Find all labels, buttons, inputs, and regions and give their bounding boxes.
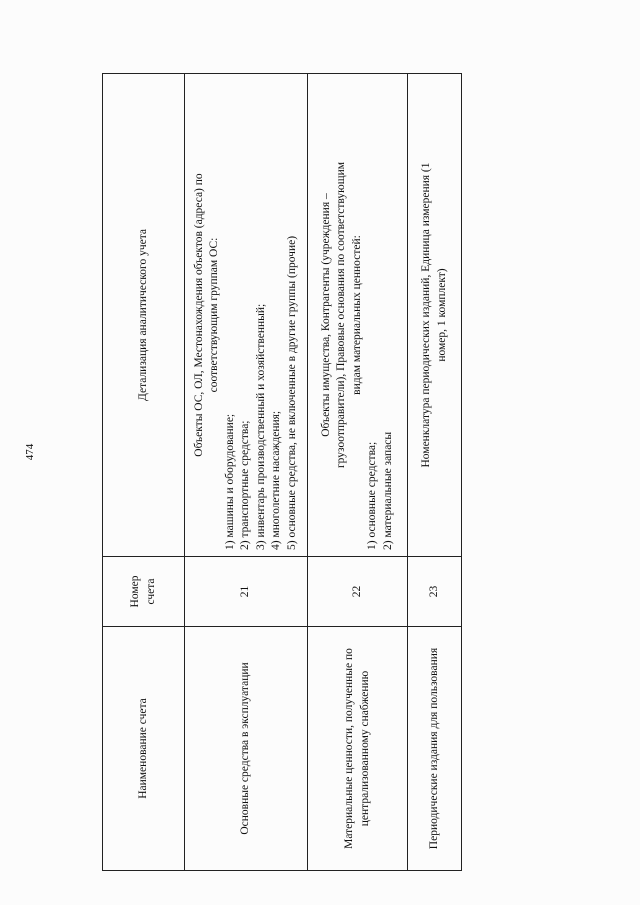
header-account-number [103, 557, 185, 627]
row-22-detail-list [365, 80, 396, 550]
row-21-detail [185, 74, 308, 557]
row-23-number-text: 23 [427, 585, 440, 598]
row-23-name [408, 627, 462, 871]
row-22-detail-intro-2: грузоотправители), Правовые основания по соответствующим [335, 161, 348, 469]
list-item: 5) основные средства, не включенные в другие группы (прочие) [285, 235, 298, 550]
row-22-detail-intro-3: видам материальных ценностей: [350, 235, 363, 395]
row-21-name [185, 627, 308, 871]
header-analytic-detail [103, 74, 185, 557]
row-22-number-text: 22 [350, 585, 363, 598]
list-item: 4) многолетние насаждения; [270, 410, 283, 550]
header-account-number-line2: счета [144, 578, 157, 605]
row-23-detail-line1: Номенклатура периодических изданий, Единица измерения (1 [419, 162, 432, 468]
row-23-detail [408, 74, 462, 557]
row-23-detail-line2: номер, 1 комплект) [435, 268, 448, 362]
row-21-detail-list [223, 80, 301, 550]
row-23-name-text: Периодические издания для пользования [427, 647, 440, 850]
row-23-number [408, 557, 462, 627]
row-22-name-line2: централизованному снабжению [358, 670, 371, 827]
row-22-detail-intro-1: Объекты имущества, Контрагенты (учреждения – [319, 193, 332, 437]
list-item: 3) инвентарь производственный и хозяйственный; [254, 303, 267, 550]
list-item: 2) материальные запасы [381, 431, 394, 550]
table-row [185, 74, 308, 871]
rotated-table-wrapper [102, 74, 461, 871]
list-item: 1) машины и оборудование; [223, 413, 236, 550]
header-analytic-detail-text: Детализация аналитического учета [136, 229, 149, 402]
row-21-detail-intro-2: соответствующим группам ОС: [208, 237, 221, 393]
list-item: 2) транспортные средства; [239, 420, 252, 550]
list-item: 1) основные средства; [366, 441, 379, 550]
row-21-number-text: 21 [239, 585, 252, 598]
header-account-number-line1: Номер [128, 575, 141, 608]
header-account-name-text: Наименование счета [136, 698, 149, 799]
row-22-detail [308, 74, 408, 557]
row-22-name [308, 627, 408, 871]
row-22-number [308, 557, 408, 627]
row-21-name-text: Основные средства в эксплуатации [239, 662, 252, 835]
table-header-row [103, 74, 185, 871]
row-22-name-line1: Материальные ценности, полученные по [342, 648, 355, 849]
row-21-detail-intro-1: Объекты ОС, ОЛ, Местонахождения объектов (адреса) по [192, 173, 205, 457]
page-number: 474 [24, 443, 36, 461]
table-row [408, 74, 462, 871]
table-row [308, 74, 408, 871]
header-account-name [103, 627, 185, 871]
accounts-table [102, 73, 462, 871]
row-21-number [185, 557, 308, 627]
